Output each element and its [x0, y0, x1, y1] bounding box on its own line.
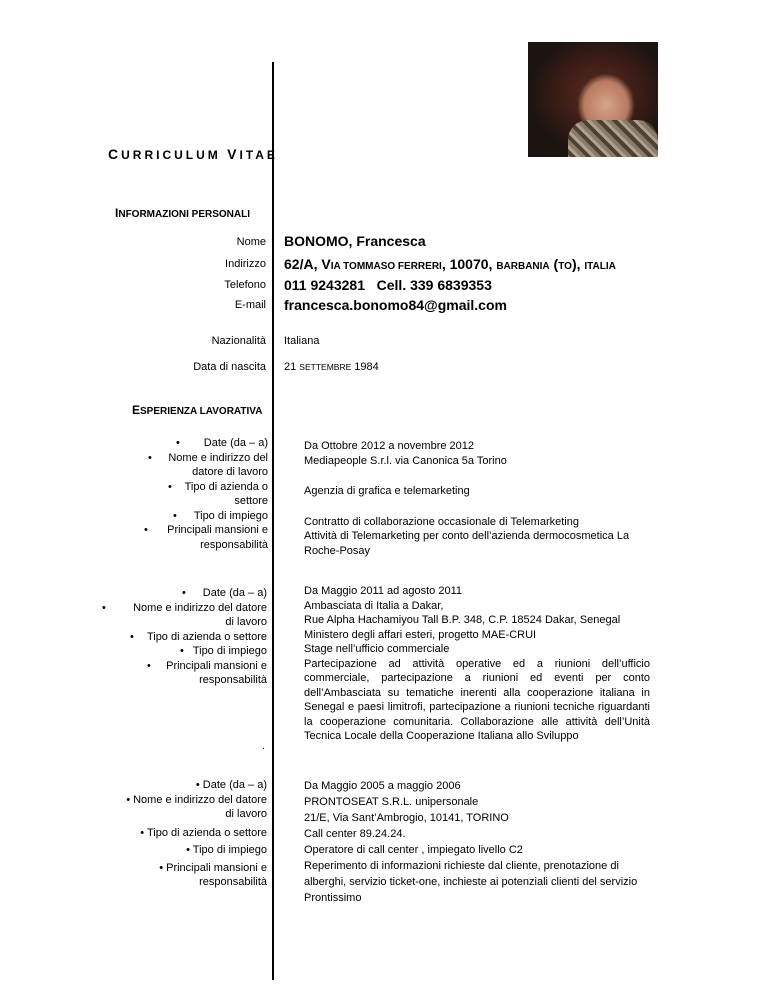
job2-details: [304, 584, 650, 744]
vertical-divider: [272, 62, 274, 980]
birth-label: Data di nascita: [193, 361, 266, 373]
job3-labels: [117, 778, 267, 890]
phone-value: 011 9243281 Cell. 339 6839353: [284, 277, 492, 293]
list-item: • Principali mansioni e responsabilità: [159, 861, 267, 888]
bullet-icon: •: [130, 630, 134, 643]
bullet-icon: •: [102, 601, 106, 614]
email-value: francesca.bonomo84@gmail.com: [284, 297, 507, 313]
nationality-value: Italiana: [284, 335, 320, 347]
list-item: • Date (da – a): [195, 779, 267, 791]
job3-dates: Da Maggio 2005 a maggio 2006: [304, 780, 461, 792]
address-label: Indirizzo: [225, 258, 266, 270]
bullet-icon: •: [144, 524, 148, 536]
bullet-icon: •: [173, 509, 177, 522]
bullet-icon: •: [168, 480, 172, 493]
email-label: E-mail: [234, 299, 266, 311]
nationality-label: Nazionalità: [211, 335, 266, 347]
job1-type: Contratto di collaborazione occasionale di Telemarketing: [304, 515, 579, 528]
bullet-icon: •: [180, 645, 184, 657]
address-value: 62/A, VIA TOMMASO FERRERI, 10070, BARBANIA (TO), ITALIA: [284, 256, 616, 272]
page-title: CURRICULUM VITAE: [108, 146, 278, 162]
bullet-icon: •: [147, 659, 151, 672]
job2-sector: Ministero degli affari esteri, progetto MAE-CRUI: [304, 628, 537, 641]
bullet-icon: •: [176, 437, 180, 449]
list-item: • Nome e indirizzo del datore di lavoro: [102, 601, 267, 628]
list-item: • Date (da – a): [182, 587, 267, 599]
job3-sector: Call center 89.24.24.: [304, 828, 406, 840]
list-item: • Tipo di azienda o settore: [168, 480, 268, 507]
name-value: BONOMO, Francesca: [284, 233, 426, 249]
job2-employer-2: Rue Alpha Hachamiyou Tall B.P. 348, C.P. 18524 Dakar, Senegal: [304, 614, 621, 626]
job3-duties: Reperimento di informazioni richieste dal cliente, prenotazione di alberghi, servizio ticket-one, inchieste ai potenziali clienti del servizio Prontissimo: [304, 860, 638, 904]
list-item: • Tipo di impiego: [173, 509, 268, 522]
job1-sector: Agenzia di grafica e telemarketing: [304, 485, 470, 497]
list-item: • Nome e indirizzo del datore di lavoro: [126, 793, 267, 820]
list-item: • Date (da – a): [176, 437, 268, 449]
job2-duties: Partecipazione ad attività operative ed a riunioni dell’ufficio commerciale, partecipazione a riunioni ed eventi per conto dell’Ambasciata su tematiche inerenti alla cooperazione italiana in Senegal e paesi limitrofi, partecipazione a riunioni tecniche riguardanti la cooperazione comunitaria. Collaborazione alle attività dell’Unità Tecnica Locale della Cooperazione Italiana allo Sviluppo: [304, 657, 650, 742]
job2-dates: Da Maggio 2011 ad agosto 2011: [304, 585, 462, 597]
list-item: • Tipo di azienda o settore: [130, 630, 267, 643]
list-item: • Tipo di azienda o settore: [140, 826, 267, 839]
phone-label: Telefono: [224, 279, 266, 291]
name-label: Nome: [236, 236, 266, 248]
job2-labels: [102, 586, 267, 688]
job2-type: Stage nell’ufficio commerciale: [304, 643, 450, 655]
list-item: • Tipo di impiego: [180, 645, 267, 657]
list-item: • Principali mansioni e responsabilità: [147, 659, 267, 686]
bullet-icon: •: [182, 587, 186, 599]
job1-duties: Attività di Telemarketing per conto dell’azienda dermocosmetica La Roche-Posay: [304, 530, 630, 557]
job1-labels: [118, 436, 268, 552]
job3-type: Operatore di call center , impiegato livello C2: [304, 844, 523, 856]
list-item: • Principali mansioni e responsabilità: [144, 524, 268, 551]
list-item: • Tipo di impiego: [186, 844, 267, 856]
job3-details: [304, 778, 650, 906]
job1-dates: Da Ottobre 2012 a novembre 2012: [304, 440, 475, 452]
job3-employer-2: 21/E, Via Sant’Ambrogio, 10141, TORINO: [304, 812, 509, 824]
job3-employer-1: PRONTOSEAT S.R.L. unipersonale: [304, 796, 479, 808]
separator-dot: .: [262, 740, 266, 752]
job2-employer-1: Ambasciata di Italia a Dakar,: [304, 599, 444, 612]
section-experience: ESPERIENZA LAVORATIVA: [132, 403, 263, 417]
job1-employer: Mediapeople S.r.l. via Canonica 5a Torino: [304, 454, 507, 467]
job1-details: [304, 439, 650, 558]
bullet-icon: •: [148, 451, 152, 464]
section-personal-info: INFORMAZIONI PERSONALI: [115, 206, 251, 220]
birth-value: 21 SETTEMBRE 1984: [284, 361, 379, 373]
profile-photo: [528, 42, 658, 157]
list-item: • Nome e indirizzo del datore di lavoro: [148, 451, 268, 478]
